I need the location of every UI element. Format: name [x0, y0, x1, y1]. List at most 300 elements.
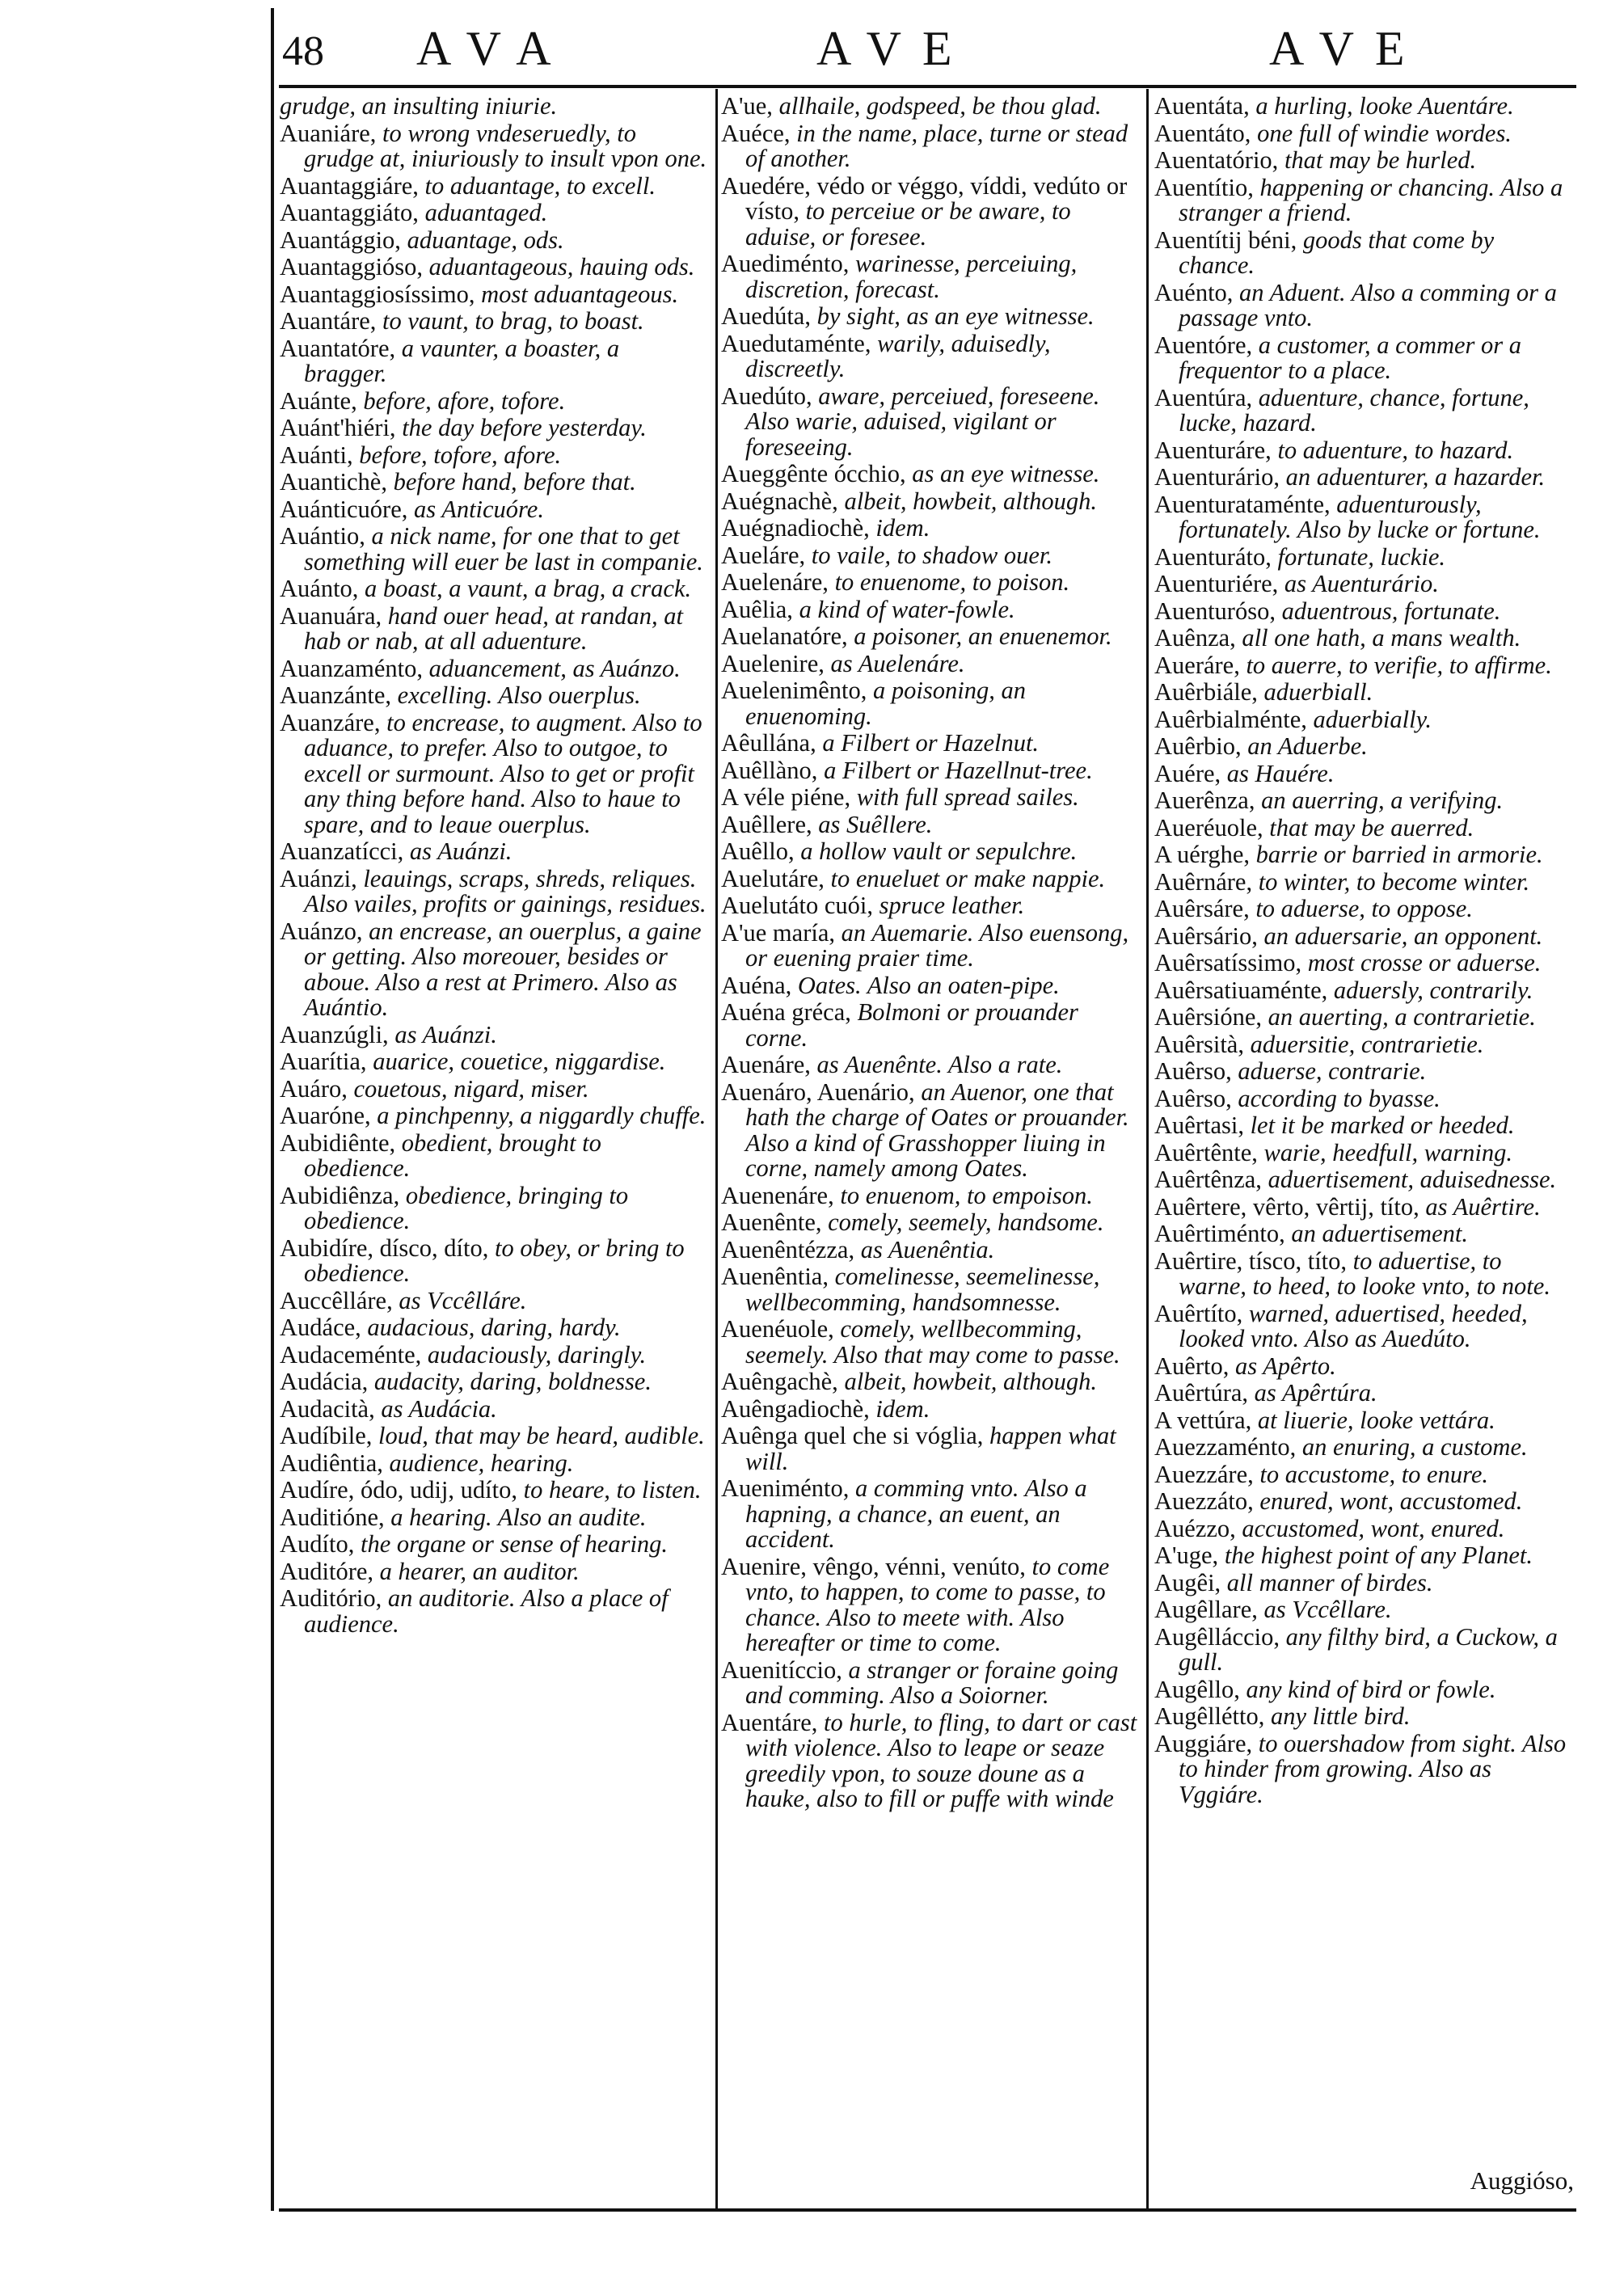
- entry-definition: that may be hurled.: [1278, 146, 1477, 174]
- entry-headword: Auenturataménte,: [1154, 490, 1331, 518]
- dictionary-entry: [721, 758, 1140, 784]
- header-rule: [279, 85, 1576, 88]
- dictionary-entry: [1154, 1086, 1575, 1112]
- entry-definition: the highest point of any Planet.: [1218, 1542, 1533, 1569]
- entry-headword: Auedúto,: [721, 382, 812, 410]
- dictionary-entry: [1154, 1597, 1575, 1623]
- entry-headword: Auelanatóre,: [721, 622, 848, 650]
- entry-headword: Auantaggióso,: [280, 253, 424, 280]
- entry-headword: A'ue maría,: [721, 918, 835, 947]
- entry-definition: at liuerie, looke vettára.: [1251, 1406, 1495, 1434]
- entry-definition: to obey, or bring to obedience.: [304, 1234, 685, 1287]
- entry-headword: Audíto,: [280, 1530, 355, 1558]
- dictionary-entry: [1154, 813, 1575, 841]
- dictionary-entry: [721, 570, 1140, 596]
- dictionary-entry: [1154, 1005, 1575, 1031]
- entry-headword: Auánzi,: [280, 864, 357, 892]
- entry-definition: enured, wont, accustomed.: [1253, 1487, 1523, 1515]
- entry-definition: according to byasse.: [1231, 1084, 1441, 1112]
- entry-headword: Auanzatícci,: [280, 837, 404, 865]
- dictionary-entry: [721, 1710, 1140, 1812]
- entry-headword: Aubidiênte,: [280, 1128, 396, 1157]
- entry-definition: albeit, howbeit, although.: [837, 487, 1098, 515]
- dictionary-entry: [721, 121, 1140, 172]
- entry-headword: Auêrbio,: [1154, 732, 1242, 760]
- entry-definition: albeit, howbeit, although.: [837, 1368, 1098, 1395]
- dictionary-entry: [721, 624, 1140, 650]
- entry-headword: Auéna,: [721, 971, 792, 999]
- entry-headword: Auêrtíto,: [1154, 1299, 1243, 1327]
- entry-headword: Auánt'hiéri,: [280, 414, 396, 441]
- entry-definition: as Vccêlláre.: [392, 1286, 527, 1314]
- entry-definition: warie, heedfull, warning.: [1257, 1138, 1513, 1166]
- dictionary-entry: [1154, 1462, 1575, 1488]
- entry-headword: Auenêntia,: [721, 1263, 829, 1290]
- dictionary-entry: [1154, 1354, 1575, 1380]
- entry-headword: Auerênza,: [1154, 787, 1255, 814]
- dictionary-entry: [280, 309, 708, 335]
- entry-headword: Auántio,: [280, 522, 365, 550]
- entry-headword: A véle piéne,: [721, 783, 851, 811]
- entry-headword: Auenitíccio,: [721, 1655, 842, 1684]
- entry-headword: Auenéuole,: [721, 1315, 834, 1343]
- entry-definition: as Apêrto.: [1229, 1352, 1336, 1380]
- entry-definition: aware, perceiued, foreseene. Also warie, aduised, vigilant or foreseeing.: [745, 382, 1100, 461]
- entry-headword: Aueláre,: [721, 541, 806, 569]
- entry-definition: by sight, as an eye witnesse.: [810, 302, 1095, 330]
- dictionary-entry: [1154, 626, 1575, 652]
- dictionary-entry: [1154, 1677, 1575, 1703]
- dictionary-entry: [1154, 94, 1575, 120]
- dictionary-entry: [280, 1505, 708, 1531]
- entry-headword: Auégnadiochè,: [721, 514, 870, 542]
- entry-definition: barrie or barried in armorie.: [1250, 841, 1543, 868]
- dictionary-entry: [280, 919, 708, 1021]
- entry-definition: as Vccêllare.: [1257, 1596, 1392, 1623]
- entry-headword: Auénto,: [1154, 278, 1234, 306]
- dictionary-entry: [280, 864, 708, 917]
- entry-definition: goods that come by chance.: [1179, 226, 1495, 279]
- entry-definition: most aduantageous.: [475, 280, 679, 308]
- dictionary-entry: [1154, 924, 1575, 950]
- dictionary-entry: [721, 597, 1140, 623]
- dictionary-entry: [1154, 1301, 1575, 1352]
- dictionary-entry: [280, 1559, 708, 1585]
- running-head-left: AVA: [416, 22, 572, 75]
- entry-headword: Auêngachè,: [721, 1368, 838, 1395]
- entry-definition: aduerbiall.: [1257, 678, 1373, 706]
- entry-headword: Auêrnáre,: [1154, 867, 1253, 896]
- dictionary-entry: [280, 1103, 708, 1129]
- dictionary-entry: [1154, 572, 1575, 597]
- entry-headword: Auanzaménto,: [280, 654, 423, 682]
- entry-headword: Auêlia,: [721, 595, 793, 623]
- entry-headword: Auentatório,: [1154, 146, 1279, 174]
- entry-headword: Auêrsatiuaménte,: [1154, 976, 1328, 1004]
- entry-headword: Auêrsáre,: [1154, 895, 1250, 922]
- dictionary-entry: [1154, 1408, 1575, 1434]
- entry-definition: aduenture, chance, fortune, lucke, hazard.: [1179, 383, 1529, 437]
- entry-definition: a pinchpenny, a niggardly chuffe.: [370, 1102, 707, 1129]
- entry-definition: an Aduerbe.: [1241, 732, 1368, 760]
- entry-definition: a poisoner, an enuenemor.: [847, 622, 1112, 650]
- dictionary-entry: [721, 918, 1140, 972]
- entry-definition: grudge, an insulting iniurie.: [280, 92, 558, 120]
- dictionary-entry: [280, 121, 708, 172]
- column-divider-2: [1146, 89, 1149, 2208]
- entry-headword: Auelutáre,: [721, 864, 825, 892]
- entry-headword: Aueggênte ócchio,: [721, 460, 906, 487]
- dictionary-entry: [1154, 896, 1575, 922]
- dictionary-entry: [721, 1655, 1140, 1709]
- entry-headword: Aueráre,: [1154, 651, 1240, 679]
- entry-definition: a hearing. Also an audite.: [384, 1503, 647, 1531]
- entry-headword: Augêllo,: [1154, 1675, 1240, 1703]
- entry-headword: Auggiáre,: [1154, 1729, 1253, 1757]
- entry-definition: the day before yesterday.: [395, 414, 647, 441]
- dictionary-entry: [280, 656, 708, 682]
- dictionary-entry: [721, 384, 1140, 461]
- entry-definition: an aduenturer, a hazarder.: [1280, 463, 1546, 491]
- entry-definition: as Anticuóre.: [407, 495, 544, 523]
- dictionary-entry: [721, 731, 1140, 757]
- entry-headword: Auentítij béni,: [1154, 226, 1297, 254]
- entry-definition: warinesse, perceiuing, discretion, forecast.: [745, 250, 1078, 303]
- column-3: [1154, 94, 1575, 1809]
- entry-headword: Auéna gréca,: [721, 998, 851, 1026]
- dictionary-entry: [721, 304, 1140, 330]
- dictionary-entry: [721, 1235, 1140, 1263]
- entry-definition: aduantaged.: [418, 199, 548, 226]
- entry-headword: Auánti,: [280, 441, 353, 469]
- dictionary-entry: [280, 1340, 708, 1369]
- dictionary-entry: [280, 708, 708, 838]
- entry-headword: Auêngadiochè,: [721, 1394, 870, 1423]
- dictionary-entry: [721, 1369, 1140, 1395]
- entry-definition: as an eye witnesse.: [905, 460, 1100, 487]
- dictionary-entry: [721, 812, 1140, 838]
- entry-headword: Auêrbiále,: [1154, 678, 1258, 706]
- entry-definition: a Filbert or Hazellnut-tree.: [817, 756, 1093, 784]
- entry-headword: Auantichè,: [280, 468, 387, 496]
- dictionary-entry: [1154, 761, 1575, 787]
- entry-headword: Auánto,: [280, 575, 359, 602]
- dictionary-entry: [280, 839, 708, 865]
- dictionary-entry: [1154, 1543, 1575, 1569]
- entry-definition: comelinesse, seemelinesse, wellbecomming, handsomnesse.: [745, 1263, 1100, 1316]
- entry-definition: as Apêrtúra.: [1248, 1379, 1377, 1407]
- entry-definition: a poisoning, an enuenoming.: [745, 677, 1026, 730]
- entry-definition: a stranger or foraine going and comming. Also a Soiorner.: [745, 1655, 1119, 1709]
- entry-headword: Auêrtiménto,: [1154, 1220, 1285, 1247]
- entry-definition: aduentrous, fortunate.: [1275, 597, 1501, 625]
- entry-definition: to come vnto, to happen, to come to passe, to chance. Also to meete with. Also hereafter or time to come.: [745, 1552, 1110, 1656]
- entry-definition: an encrease, an ouerplus, a gaine or getting. Also moreouer, besides or aboue. Also a rest at Primero. Also as Auántio.: [304, 917, 702, 1021]
- entry-definition: audacity, daring, boldnesse.: [368, 1368, 652, 1395]
- dictionary-entry: [1154, 492, 1575, 543]
- entry-headword: Auêrtúra,: [1154, 1379, 1249, 1407]
- entry-definition: to ouershadow from sight. Also to hinder from growing. Also as Vggiáre.: [1179, 1729, 1567, 1808]
- entry-headword: Audacità,: [280, 1394, 375, 1423]
- dictionary-entry: [1154, 228, 1575, 279]
- dictionary-entry: [721, 1210, 1140, 1236]
- dictionary-entry: [1154, 1568, 1575, 1596]
- entry-headword: Auantatóre,: [280, 334, 396, 362]
- dictionary-entry: [721, 1554, 1140, 1656]
- dictionary-entry: [280, 1451, 708, 1477]
- entry-headword: Augêlláccio,: [1154, 1622, 1280, 1651]
- entry-definition: a hurling, looke Auentáre.: [1249, 92, 1514, 120]
- dictionary-entry: [721, 543, 1140, 569]
- entry-headword: Auantaggiáre,: [280, 171, 419, 200]
- entry-headword: Auedutaménte,: [721, 329, 871, 357]
- entry-headword: Auantaggiosíssimo,: [280, 280, 475, 308]
- dictionary-entry: [1154, 1516, 1575, 1542]
- dictionary-entry: [1154, 680, 1575, 706]
- entry-headword: Auezzáre,: [1154, 1460, 1254, 1488]
- column-2: [721, 94, 1140, 1814]
- entry-definition: an auerting, a contrarietie.: [1261, 1003, 1536, 1031]
- entry-headword: Auenire, vêngo, vénni, venúto,: [721, 1552, 1026, 1580]
- entry-definition: as Auelenáre.: [824, 649, 965, 677]
- entry-headword: Auêllo,: [721, 837, 795, 865]
- entry-headword: Auenturário,: [1154, 463, 1280, 491]
- dictionary-entry: [280, 200, 708, 226]
- entry-definition: an auerring, a verifying.: [1255, 787, 1504, 814]
- entry-definition: one full of windie wordes.: [1251, 119, 1512, 147]
- entry-definition: as Audácia.: [374, 1394, 497, 1423]
- dictionary-entry: [721, 1317, 1140, 1368]
- dictionary-entry: [280, 1074, 708, 1103]
- dictionary-entry: [1154, 867, 1575, 896]
- dictionary-entry: [280, 1286, 708, 1314]
- dictionary-entry: [721, 251, 1140, 302]
- footer-rule: [279, 2208, 1576, 2212]
- dictionary-entry: [280, 1369, 708, 1395]
- entry-headword: Auêrtire, tísco, títo,: [1154, 1246, 1348, 1275]
- entry-headword: Auentáto,: [1154, 119, 1251, 147]
- entry-headword: Auantaggiáto,: [280, 199, 419, 226]
- dictionary-entry: [1154, 1221, 1575, 1247]
- dictionary-entry: [280, 524, 708, 575]
- dictionary-entry: [1154, 707, 1575, 733]
- entry-definition: loud, that may be heard, audible.: [372, 1422, 705, 1449]
- entry-headword: Auêllàno,: [721, 756, 818, 784]
- dictionary-entry: [280, 1183, 708, 1234]
- dictionary-entry: [1154, 1435, 1575, 1461]
- dictionary-entry: [280, 1586, 708, 1637]
- entry-headword: Auenáro, Auenário,: [721, 1078, 915, 1106]
- column-1: [280, 94, 708, 1639]
- entry-definition: an auditorie. Also a place of audience.: [304, 1584, 669, 1638]
- dictionary-entry: [721, 864, 1140, 892]
- dictionary-entry: [721, 1423, 1140, 1474]
- entry-definition: Oates. Also an oaten-pipe.: [791, 971, 1060, 999]
- entry-headword: Auêrtênte,: [1154, 1138, 1258, 1166]
- entry-definition: couetous, nigard, miser.: [347, 1074, 589, 1103]
- entry-definition: to enuenom, to empoison.: [833, 1181, 1093, 1209]
- entry-definition: an Auemarie. Also euensong, or euening praier time.: [745, 918, 1129, 972]
- catchword: Auggióso,: [1470, 2166, 1574, 2195]
- running-head-right: AVE: [1269, 22, 1426, 75]
- entry-headword: Augêi,: [1154, 1568, 1221, 1596]
- entry-headword: A'uge,: [1154, 1542, 1219, 1569]
- entry-headword: Auantáre,: [280, 307, 377, 335]
- entry-headword: Auére,: [1154, 759, 1221, 787]
- entry-definition: warned, aduertised, heeded, looked vnto. Also as Auedúto.: [1179, 1299, 1528, 1352]
- dictionary-entry: [1154, 1731, 1575, 1808]
- entry-definition: as Auenêntia.: [854, 1235, 995, 1263]
- dictionary-entry: [1154, 1167, 1575, 1193]
- entry-headword: Auêrsatíssimo,: [1154, 949, 1302, 976]
- entry-headword: Auentáta,: [1154, 92, 1250, 120]
- entry-definition: to aduantage, to excell.: [418, 171, 656, 200]
- entry-headword: Auditóre,: [280, 1557, 374, 1585]
- dictionary-entry: [1154, 1381, 1575, 1407]
- entry-headword: Auentúra,: [1154, 383, 1253, 411]
- dictionary-entry: [1154, 788, 1575, 814]
- entry-headword: Auêllere,: [721, 810, 812, 838]
- entry-headword: Auêrso,: [1154, 1057, 1232, 1085]
- entry-definition: to aduertise, to warne, to heed, to looke vnto, to note.: [1179, 1246, 1550, 1300]
- entry-definition: leauings, scraps, shreds, reliques. Also vailes, profits or gainings, residues.: [304, 864, 707, 917]
- entry-headword: Auenturiére,: [1154, 570, 1279, 597]
- entry-headword: Auenáre,: [721, 1051, 811, 1078]
- dictionary-entry: [721, 973, 1140, 999]
- entry-headword: Auêrso,: [1154, 1084, 1232, 1112]
- entry-headword: Auenturáto,: [1154, 542, 1272, 571]
- entry-headword: Auenêntézza,: [721, 1235, 855, 1263]
- entry-definition: as Auánzi.: [388, 1020, 497, 1048]
- entry-headword: Augêllare,: [1154, 1596, 1258, 1623]
- entry-definition: aduenturously, fortunately. Also by lucke or fortune.: [1179, 490, 1541, 543]
- entry-definition: hand ouer head, at randan, at hab or nab, at all aduenture.: [304, 601, 683, 655]
- entry-headword: Auêrsióne,: [1154, 1003, 1262, 1031]
- entry-headword: Auenênte,: [721, 1208, 822, 1236]
- entry-headword: Audácia,: [280, 1368, 369, 1395]
- dictionary-entry: [1154, 951, 1575, 976]
- entry-headword: Audiêntia,: [280, 1449, 383, 1477]
- entry-headword: Auênga quel che si vóglia,: [721, 1422, 984, 1449]
- dictionary-entry: [280, 255, 708, 280]
- dictionary-entry: [1154, 1489, 1575, 1515]
- dictionary-entry: [721, 1264, 1140, 1315]
- dictionary-entry: [1154, 734, 1575, 760]
- entry-headword: Auégnachè,: [721, 487, 838, 515]
- entry-definition: as Hauére.: [1221, 759, 1335, 787]
- entry-headword: Auanuára,: [280, 601, 382, 630]
- dictionary-entry: [721, 1394, 1140, 1423]
- entry-headword: Auelenire,: [721, 649, 825, 677]
- entry-definition: to vaile, to shadow ouer.: [805, 541, 1052, 569]
- entry-definition: obedience, bringing to obedience.: [304, 1181, 629, 1234]
- dictionary-entry: [1154, 1032, 1575, 1058]
- entry-headword: Auêrtênza,: [1154, 1166, 1262, 1193]
- entry-definition: to accustome, to enure.: [1253, 1460, 1488, 1488]
- dictionary-entry: [1154, 175, 1575, 226]
- entry-definition: before, afore, tofore.: [356, 386, 566, 415]
- dictionary-entry: [280, 415, 708, 441]
- entry-definition: to wrong vndeseruedly, to grudge at, iniuriously to insult vpon one.: [304, 119, 707, 172]
- entry-definition: fortunate, luckie.: [1271, 542, 1445, 571]
- dictionary-entry: [1154, 542, 1575, 571]
- entry-definition: comely, seemely, handsome.: [821, 1208, 1104, 1236]
- entry-definition: idem.: [869, 1394, 930, 1423]
- entry-headword: Auéce,: [721, 119, 791, 147]
- running-head-center: AVE: [816, 22, 973, 75]
- column-divider-1: [715, 89, 718, 2208]
- entry-definition: in the name, place, turne or stead of another.: [745, 119, 1128, 172]
- entry-headword: Augêllétto,: [1154, 1702, 1265, 1730]
- entry-definition: warily, aduisedly, discreetly.: [745, 329, 1051, 382]
- entry-headword: Auditório,: [280, 1584, 382, 1612]
- entry-definition: a customer, a commer or a frequentor to a place.: [1179, 331, 1522, 384]
- entry-definition: any kind of bird or fowle.: [1239, 1675, 1496, 1703]
- dictionary-entry: [721, 331, 1140, 382]
- dictionary-entry: [280, 94, 708, 120]
- entry-definition: aduersitie, contrarietie.: [1243, 1030, 1484, 1058]
- entry-definition: a boast, a vaunt, a brag, a crack.: [358, 575, 692, 602]
- dictionary-entry: [721, 94, 1140, 120]
- entry-headword: Auêrbialménte,: [1154, 705, 1307, 733]
- entry-headword: Auditióne,: [280, 1503, 385, 1531]
- dictionary-entry: [1154, 280, 1575, 331]
- entry-definition: obedient, brought to obedience.: [304, 1128, 601, 1182]
- dictionary-entry: [1154, 148, 1575, 174]
- running-head: [279, 11, 1572, 86]
- dictionary-entry: [1154, 1059, 1575, 1085]
- dictionary-entry: [721, 171, 1140, 251]
- dictionary-entry: [280, 336, 708, 387]
- entry-headword: Auenturóso,: [1154, 597, 1276, 625]
- entry-definition: accustomed, wont, enured.: [1235, 1514, 1505, 1542]
- entry-headword: Auézzo,: [1154, 1514, 1236, 1542]
- entry-definition: as Suêllere.: [812, 810, 933, 838]
- entry-headword: Aubidíre, dísco, díto,: [280, 1234, 489, 1262]
- entry-definition: any filthy bird, a Cuckow, a gull.: [1179, 1622, 1558, 1676]
- entry-definition: to encrease, to augment. Also to aduance, to prefer. Also to outgoe, to excell or surmount. Also to get or profit any thing before hand. Also to haue to spare, and to leaue ouerplus.: [304, 708, 702, 838]
- entry-definition: let it be marked or heeded.: [1243, 1111, 1515, 1139]
- entry-definition: an Aduent. Also a comming or a passage vnto.: [1179, 278, 1557, 331]
- entry-definition: before hand, before that.: [386, 468, 636, 496]
- entry-headword: Auáro,: [280, 1074, 348, 1103]
- dictionary-entry: [280, 1049, 708, 1075]
- dictionary-entry: [280, 683, 708, 709]
- entry-headword: Auezzáto,: [1154, 1487, 1254, 1515]
- dictionary-entry: [1154, 121, 1575, 147]
- entry-definition: all manner of birdes.: [1221, 1568, 1433, 1596]
- entry-headword: Auedúta,: [721, 302, 811, 330]
- dictionary-entry: [1154, 1246, 1575, 1300]
- dictionary-entry: [721, 893, 1140, 919]
- entry-definition: a nick name, for one that to get something will euer be last in companie.: [304, 522, 703, 576]
- entry-definition: an aduersarie, an opponent.: [1257, 922, 1543, 950]
- entry-headword: Auánte,: [280, 386, 357, 415]
- dictionary-entry: [280, 282, 708, 308]
- dictionary-entry: [1154, 465, 1575, 491]
- entry-headword: Auánticuóre,: [280, 495, 408, 523]
- entry-headword: Auánzo,: [280, 917, 363, 945]
- dictionary-entry: [280, 497, 708, 523]
- entry-headword: A'ue,: [721, 92, 773, 120]
- dictionary-entry: [721, 516, 1140, 542]
- entry-definition: as Auenênte. Also a rate.: [810, 1051, 1063, 1078]
- entry-definition: as Auánzi.: [403, 837, 513, 865]
- entry-definition: that may be auerred.: [1263, 813, 1474, 841]
- entry-definition: to perceiue or be aware, to aduise, or foresee.: [745, 197, 1071, 251]
- entry-headword: Audíbile,: [280, 1422, 373, 1449]
- entry-headword: Auelutáto cuói,: [721, 892, 874, 919]
